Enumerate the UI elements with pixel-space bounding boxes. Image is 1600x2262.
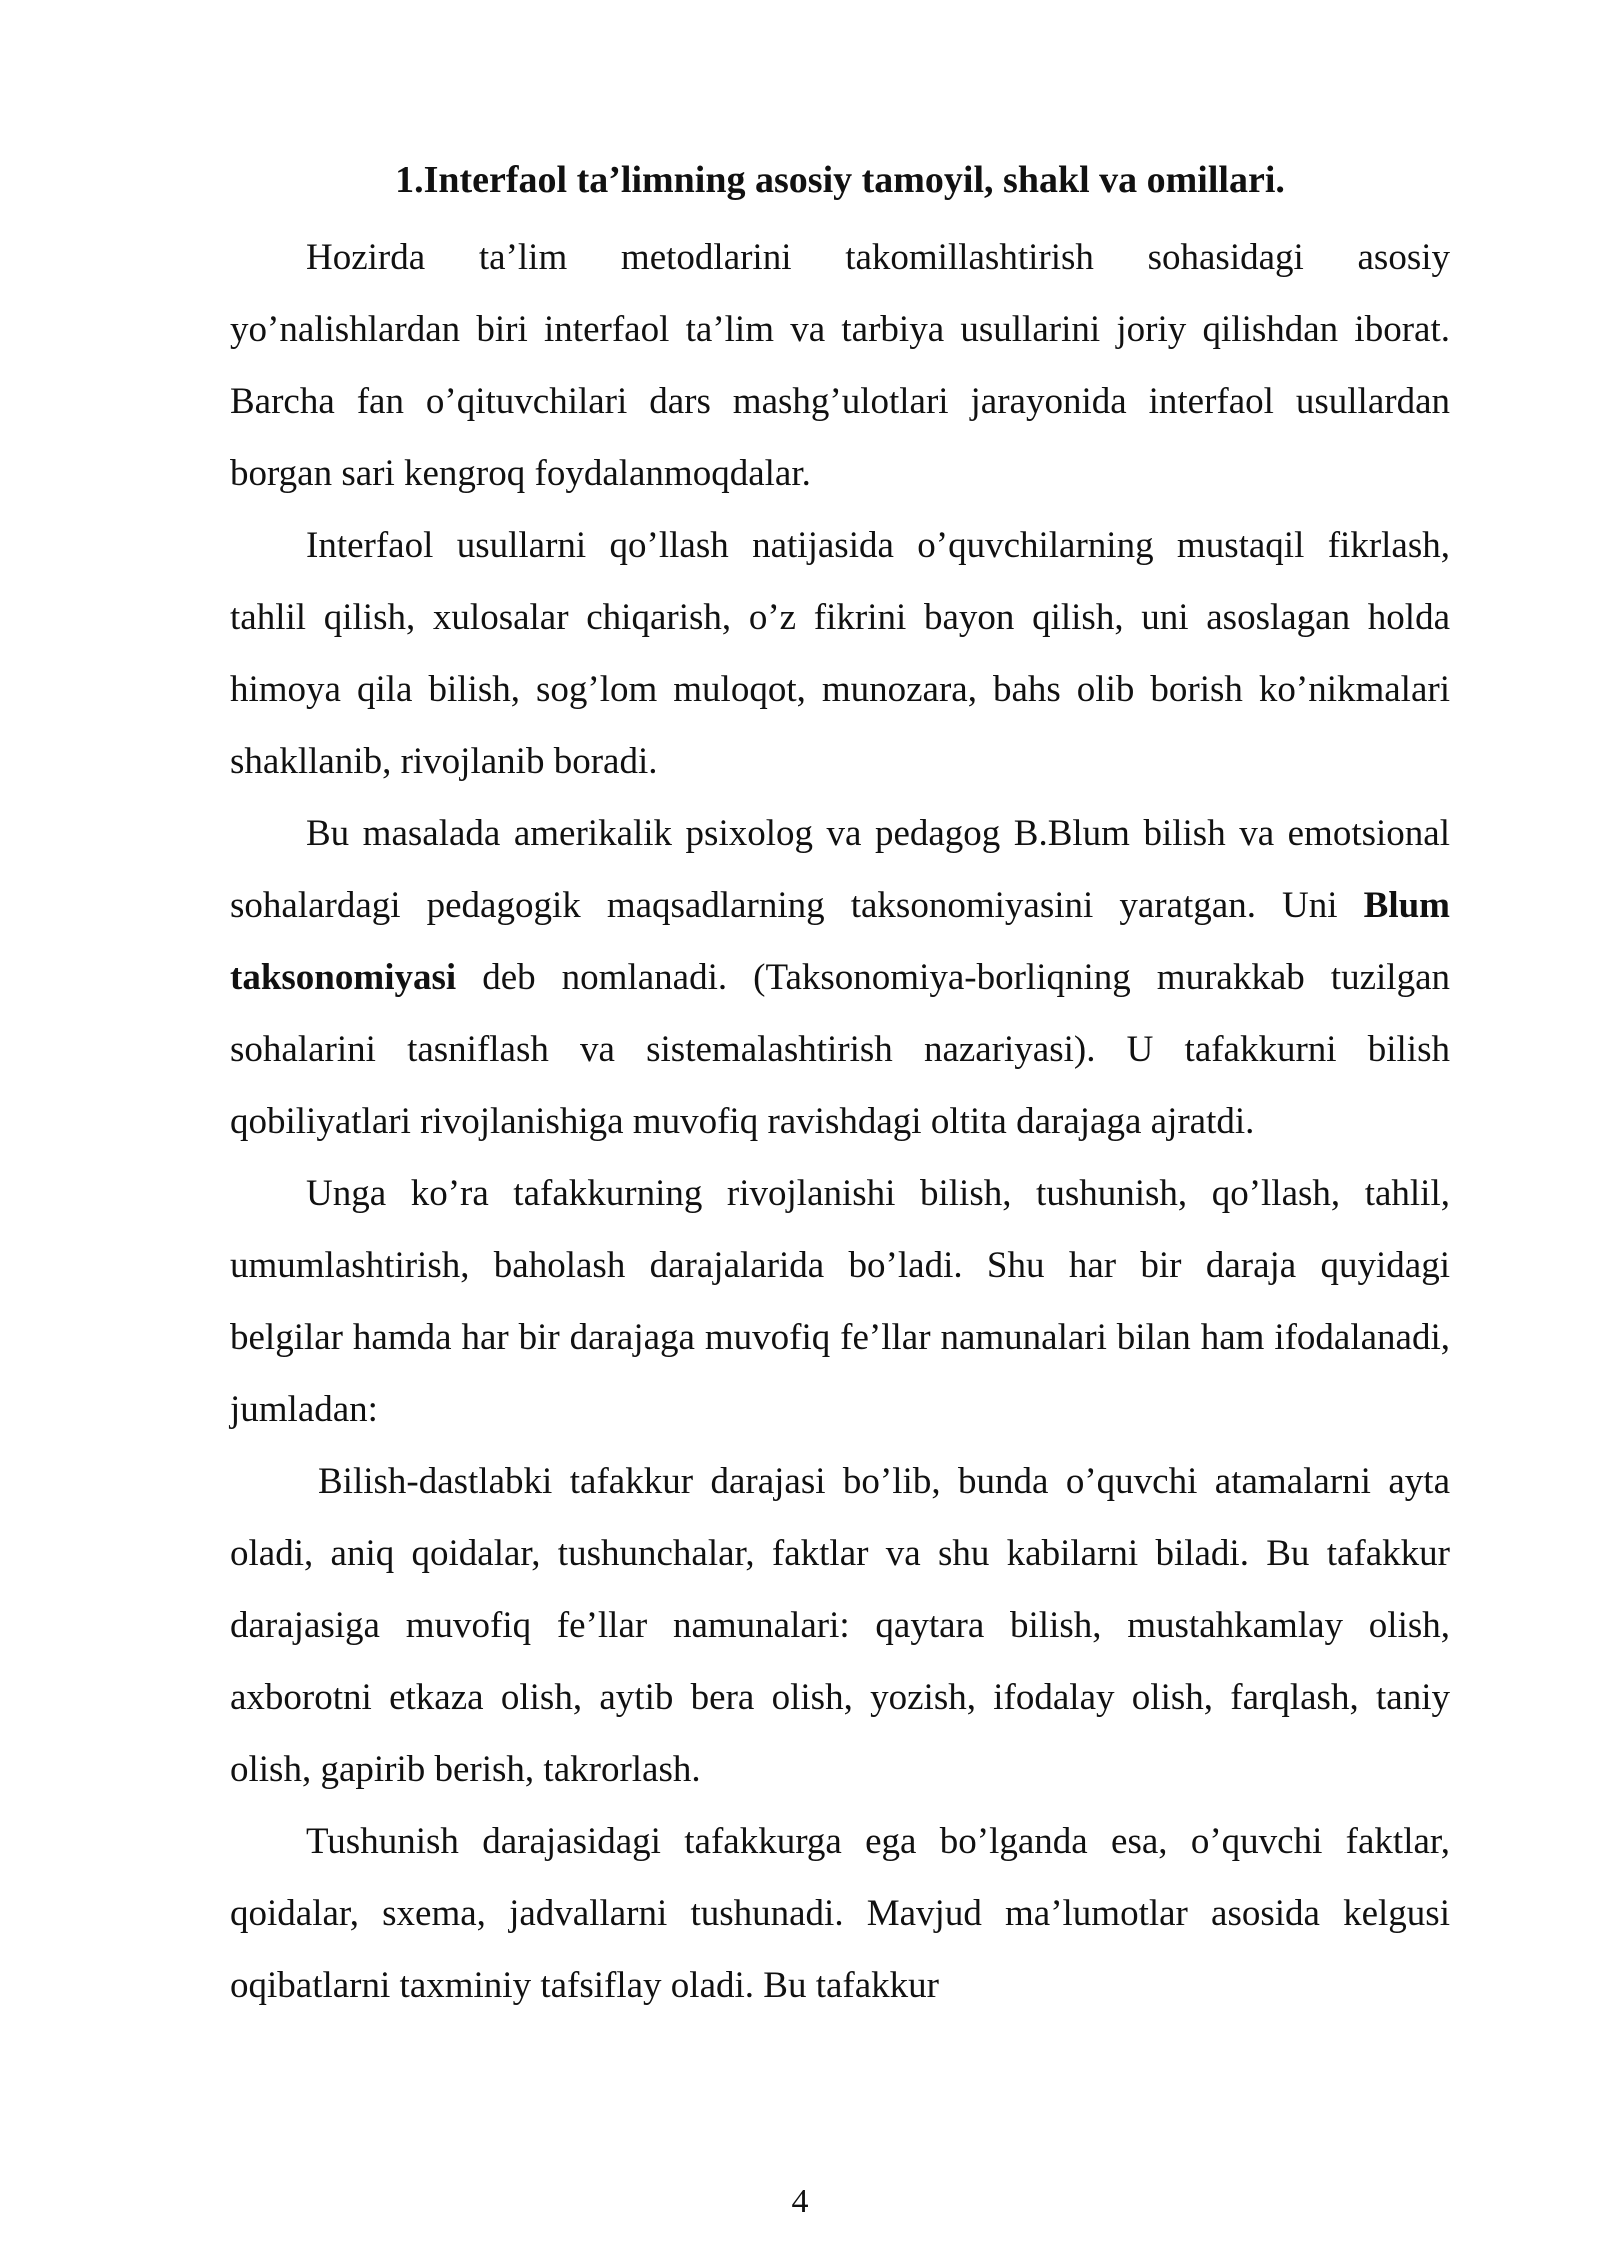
paragraph-6: Tushunish darajasidagi tafakkurga ega bo’lganda esa, o’quvchi faktlar, qoidalar, sxema, jadvallarni tushunadi. Mavjud ma’lumotlar asosida kelgusi oqibatlarni taxminiy tafsiflay oladi. Bu tafakkur — [230, 1821, 1450, 2006]
paragraph-1: Hozirda ta’lim metodlarini takomillashtirish sohasidagi asosiy yo’nalishlardan biri interfaol ta’lim va tarbiya usullarini joriy qilishdan iborat. Barcha fan o’qituvchilari dars mashg’ulotlari jarayonida interfaol usullardan borgan sari kengroq foydalanmoqdalar. — [230, 237, 1450, 494]
page-number: 4 — [791, 2183, 809, 2220]
section-title: 1.Interfaol ta’limning asosiy tamoyil, shakl va omillari. — [395, 159, 1285, 201]
paragraph-3-text-after: deb nomlanadi. (Taksonomiya-borliqning murakkab tuzilgan sohalarini tasniflash va sistemalashtirish nazariyasi). U tafakkurni bilish qobiliyatlari rivojlanishiga muvofiq ravishdagi oltita darajaga ajratdi. — [230, 957, 1450, 1142]
blum-taxonomy-term: Blum taksonomiyasi — [230, 885, 1450, 998]
paragraph-5: Bilish-dastlabki tafakkur darajasi bo’lib, bunda o’quvchi atamalarni ayta oladi, aniq qoidalar, tushunchalar, faktlar va shu kabilarni biladi. Bu tafakkur darajasiga muvofiq fe’llar namunalari: qaytara bilish, mustahkamlay olish, axborotni etkaza olish, aytib bera olish, yozish, ifodalay olish, farqlash, taniy olish, gapirib berish, takrorlash. — [230, 1461, 1450, 1790]
document-page — [230, 150, 1450, 2022]
paragraph-3 — [230, 798, 1450, 1158]
paragraph-4: Unga ko’ra tafakkurning rivojlanishi bilish, tushunish, qo’llash, tahlil, umumlashtirish, baholash darajalarida bo’ladi. Shu har bir daraja quyidagi belgilar hamda har bir darajaga muvofiq fe’llar namunalari bilan ham ifodalanadi, jumladan: — [230, 1173, 1450, 1430]
paragraph-3-text-before: Bu masalada amerikalik psixolog va pedagog B.Blum bilish va emotsional sohalardagi pedagogik maqsadlarning taksonomiyasini yaratgan. Uni — [230, 813, 1450, 926]
paragraph-2: Interfaol usullarni qo’llash natijasida o’quvchilarning mustaqil fikrlash, tahlil qilish, xulosalar chiqarish, o’z fikrini bayon qilish, uni asoslagan holda himoya qila bilish, sog’lom muloqot, munozara, bahs olib borish ko’nikmalari shakllanib, rivojlanib boradi. — [230, 525, 1450, 782]
